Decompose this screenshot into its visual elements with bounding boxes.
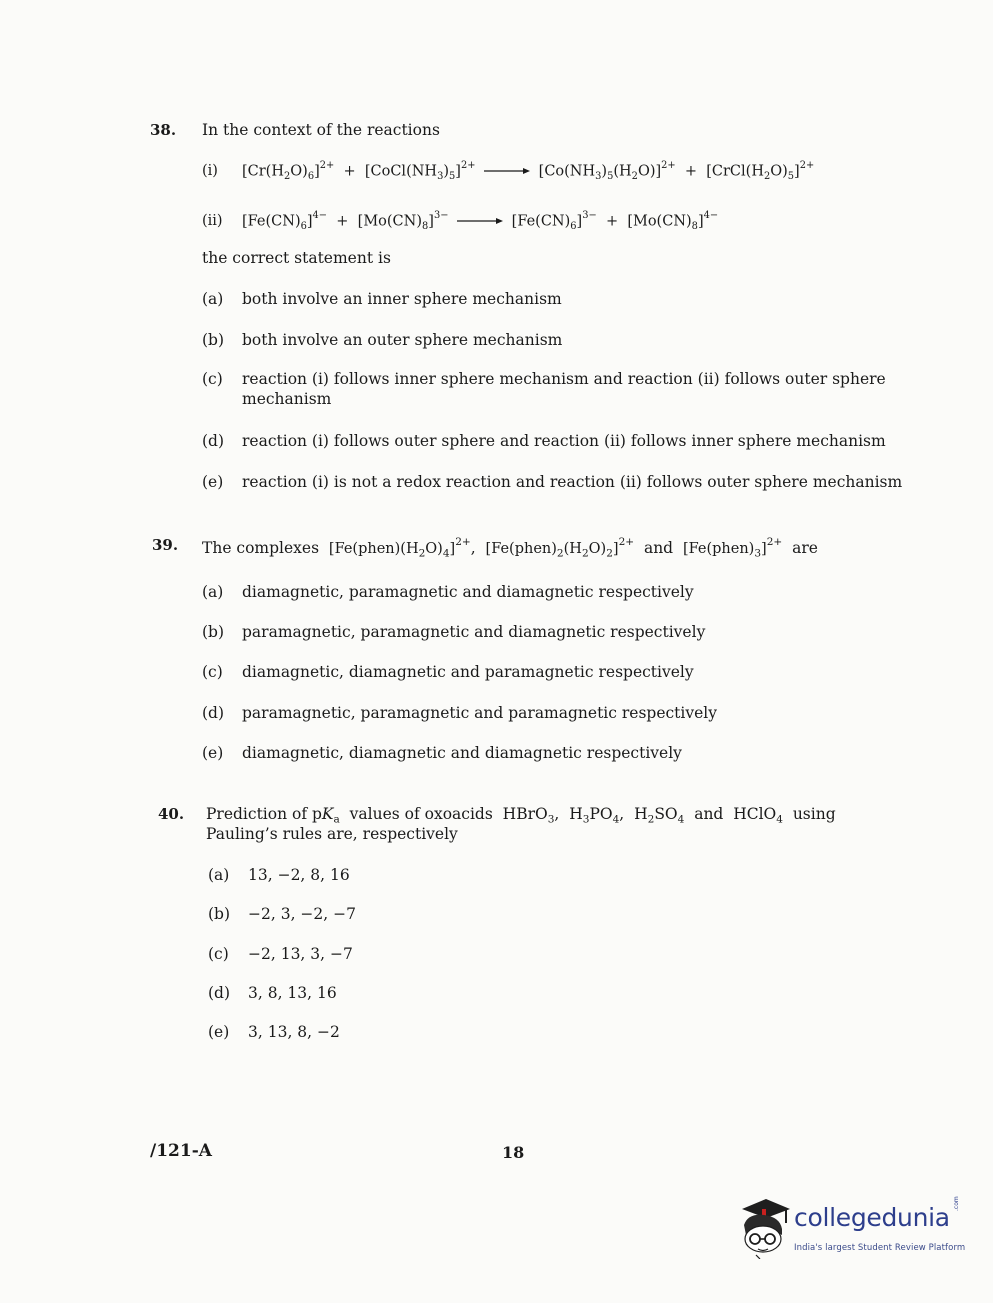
- reaction-arrow-icon: [484, 166, 530, 176]
- option-label: (e): [208, 1023, 230, 1041]
- option-text: both involve an outer sphere mechanism: [242, 331, 563, 349]
- formula-part: ): [601, 163, 608, 180]
- option-label: (a): [202, 290, 224, 308]
- subscript: 8: [422, 220, 429, 232]
- charge: 2+: [455, 536, 471, 548]
- option-d[interactable]: [208, 984, 337, 1002]
- formula-part: O): [770, 163, 788, 180]
- subscript: 4: [442, 547, 450, 560]
- option-c[interactable]: [202, 663, 694, 681]
- subscript: 6: [300, 220, 307, 232]
- subscript: 2: [556, 547, 564, 560]
- option-text: paramagnetic, paramagnetic and diamagnetic respectively: [242, 623, 706, 641]
- option-c-continuation: mechanism: [242, 390, 332, 408]
- option-label: (d): [208, 984, 231, 1002]
- question-number: 40.: [158, 805, 185, 823]
- option-label: (c): [208, 945, 229, 963]
- charge: 2+: [661, 160, 676, 171]
- option-a[interactable]: [202, 290, 562, 308]
- plus-sign: +: [336, 213, 349, 230]
- option-label: (e): [202, 744, 224, 762]
- formula-part: [CoCl(NH: [364, 163, 438, 180]
- formula-part: ]: [612, 540, 619, 557]
- question-number: 39.: [152, 536, 179, 554]
- formula-part: [Fe(phen): [682, 540, 755, 557]
- option-a[interactable]: [208, 866, 350, 884]
- formula-part: ]: [697, 213, 704, 230]
- formula-part: ]: [576, 213, 583, 230]
- option-text: diamagnetic, paramagnetic and diamagnetic respectively: [242, 583, 694, 601]
- question-stem: [202, 536, 818, 560]
- option-e[interactable]: [208, 1023, 340, 1041]
- italic-k: K: [321, 805, 334, 823]
- question-stem-line2: Pauling’s rules are, respectively: [206, 825, 458, 843]
- formula-part: (H: [563, 540, 582, 557]
- subscript: 3: [754, 547, 762, 560]
- charge: 4−: [703, 210, 719, 221]
- option-label: (d): [202, 432, 225, 450]
- subscript: 3: [547, 813, 555, 826]
- option-text: reaction (i) follows outer sphere and reaction (ii) follows inner sphere mechanism: [242, 432, 886, 450]
- charge: 3−: [582, 210, 597, 221]
- reaction-arrow-icon: [457, 216, 503, 226]
- formula-part: H: [634, 805, 648, 823]
- stem-text: The complexes: [202, 538, 320, 557]
- option-label: (c): [202, 370, 223, 388]
- formula-part: [Cr(H: [242, 163, 284, 180]
- stem-text: using: [792, 805, 836, 823]
- option-b[interactable]: [202, 623, 705, 641]
- charge: 2+: [618, 536, 635, 548]
- formula-part: [Mo(CN): [627, 213, 692, 230]
- question-stem: In the context of the reactions: [202, 121, 440, 139]
- formula-part: O): [425, 540, 443, 557]
- stem-text: and: [694, 805, 724, 823]
- formula-part: [CrCl(H: [706, 163, 764, 180]
- subscript: 6: [570, 220, 577, 232]
- plus-sign: +: [684, 163, 698, 180]
- reaction-label: (i): [202, 163, 218, 180]
- option-text: reaction (i) is not a redox reaction and reaction (ii) follows outer sphere mechanism: [242, 473, 903, 491]
- formula-part: [Fe(CN): [242, 213, 301, 230]
- formula-part: ): [443, 163, 449, 180]
- option-d[interactable]: [202, 432, 886, 450]
- option-b[interactable]: [208, 905, 356, 923]
- formula-part: ]: [449, 540, 456, 557]
- subscript: 2: [631, 170, 638, 182]
- option-text: paramagnetic, paramagnetic and paramagnetic respectively: [242, 704, 718, 722]
- option-text: reaction (i) follows inner sphere mechanism and reaction (ii) follows outer sphere: [242, 370, 886, 388]
- charge: 2+: [766, 536, 783, 548]
- formula-part: ]: [761, 540, 767, 557]
- subscript: a: [333, 813, 340, 826]
- subscript: 4: [612, 813, 620, 826]
- stem-text: and: [643, 538, 674, 557]
- reaction-label: (ii): [202, 213, 223, 230]
- plus-sign: +: [343, 163, 356, 180]
- formula-part: (H: [613, 163, 632, 180]
- formula-part: ]: [314, 163, 320, 180]
- stem-text: values of oxoacids: [349, 805, 493, 823]
- option-text: 3, 13, 8, −2: [248, 1023, 340, 1041]
- formula-part: HBrO: [502, 805, 548, 823]
- option-e[interactable]: [202, 744, 682, 762]
- brand-suffix: .com: [953, 1196, 960, 1211]
- option-text: 3, 8, 13, 16: [248, 984, 337, 1002]
- charge: 3−: [433, 210, 449, 221]
- option-text: 13, −2, 8, 16: [248, 866, 350, 884]
- charge: 2+: [319, 160, 335, 171]
- subscript: 4: [677, 813, 685, 826]
- brand-name: collegedunia: [794, 1203, 950, 1232]
- formula-part: [Fe(phen)(H: [328, 540, 419, 557]
- formula-part: [Mo(CN): [357, 213, 422, 230]
- option-text: diamagnetic, diamagnetic and paramagnetic respectively: [242, 663, 694, 681]
- brand-tagline: India's largest Student Review Platform: [794, 1243, 966, 1253]
- option-e[interactable]: [202, 473, 902, 491]
- subscript: 6: [307, 170, 315, 182]
- option-text: both involve an inner sphere mechanism: [242, 290, 562, 308]
- formula-part: O): [290, 163, 308, 180]
- subscript: 2: [647, 813, 655, 826]
- formula-part: O)]: [637, 163, 662, 180]
- option-text: diamagnetic, diamagnetic and diamagnetic respectively: [242, 744, 682, 762]
- option-text: −2, 3, −2, −7: [248, 905, 356, 923]
- option-label: (e): [202, 473, 224, 491]
- subscript: 5: [449, 170, 456, 182]
- stem-text: Prediction of p: [206, 805, 322, 823]
- option-label: (b): [202, 331, 225, 349]
- formula-part: PO: [589, 805, 613, 823]
- formula-part: [Fe(CN): [511, 213, 571, 230]
- formula-part: ]: [306, 213, 313, 230]
- option-label: (b): [202, 623, 225, 641]
- formula-part: [Co(NH: [538, 163, 596, 180]
- option-b[interactable]: [202, 331, 562, 349]
- option-c[interactable]: [208, 945, 353, 963]
- mascot-icon: [736, 1195, 792, 1259]
- plus-sign: +: [605, 213, 619, 230]
- subscript: 3: [437, 170, 444, 182]
- option-label: (a): [202, 583, 224, 601]
- formula-part: ]: [428, 213, 434, 230]
- subscript: 3: [595, 170, 602, 182]
- question-lead: the correct statement is: [202, 249, 391, 267]
- formula-part: HClO: [733, 805, 777, 823]
- subscript: 2: [418, 547, 426, 560]
- subscript: 2: [606, 547, 613, 560]
- subscript: 5: [787, 170, 795, 182]
- charge: 2+: [799, 160, 815, 171]
- subscript: 2: [763, 170, 771, 182]
- question-stem: [206, 805, 836, 826]
- option-label: (d): [202, 704, 225, 722]
- subscript: 2: [581, 547, 589, 560]
- subscript: 4: [776, 813, 783, 826]
- question-number: 38.: [150, 121, 177, 139]
- formula-part: SO: [654, 805, 678, 823]
- formula-part: O): [588, 540, 607, 557]
- reaction-i: [202, 160, 814, 182]
- option-label: (b): [208, 905, 231, 923]
- option-label: (c): [202, 663, 223, 681]
- subscript: 5: [607, 170, 614, 182]
- page-number: 18: [502, 1143, 525, 1162]
- option-label: (a): [208, 866, 230, 884]
- formula-part: [Fe(phen): [485, 540, 557, 557]
- reaction-ii: [202, 210, 718, 232]
- charge: 4−: [312, 210, 328, 221]
- option-text: −2, 13, 3, −7: [248, 945, 353, 963]
- stem-text: are: [792, 538, 818, 557]
- option-c[interactable]: [202, 370, 886, 388]
- subscript: 8: [691, 220, 698, 232]
- formula-part: ]: [455, 163, 461, 180]
- subscript: 3: [582, 813, 590, 826]
- formula-part: ]: [794, 163, 800, 180]
- charge: 2+: [460, 160, 476, 171]
- option-d[interactable]: [202, 704, 717, 722]
- collegedunia-logo: [736, 1195, 966, 1275]
- separator: ,: [470, 538, 476, 557]
- formula-part: H: [569, 805, 583, 823]
- separator: ,: [554, 805, 560, 823]
- subscript: 2: [284, 170, 291, 182]
- option-a[interactable]: [202, 583, 694, 601]
- paper-code: /121-A: [150, 1141, 212, 1161]
- separator: ,: [619, 805, 625, 823]
